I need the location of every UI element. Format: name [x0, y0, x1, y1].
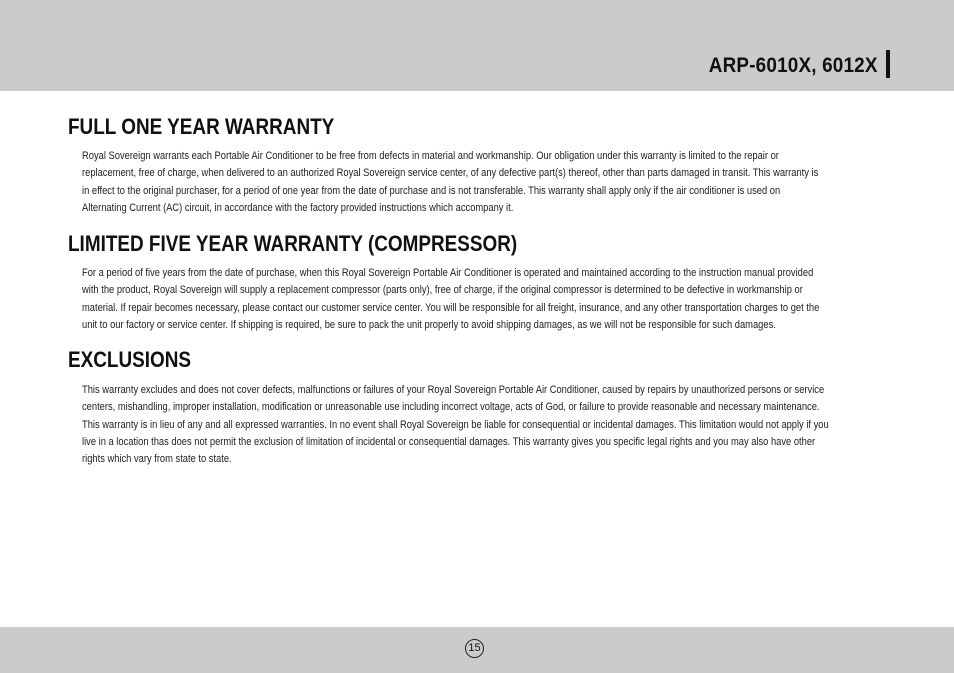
page-number: 15: [465, 639, 484, 658]
text-line: unit to our factory or service center. If shipping is required, be sure to pack the unit properly to avoid shipping damages, as we will not be responsible for such damages.: [82, 318, 776, 331]
section-body-exclusions: [82, 382, 890, 468]
model-number: ARP-6010X, 6012X: [709, 54, 878, 77]
text-line: This warranty is in lieu of any and all expressed warranties. In no event shall Royal Sovereign be liable for consequential or incidental damages. This limitation would not apply if you: [82, 418, 829, 431]
text-line: with the product, Royal Sovereign will supply a replacement compressor (parts only), free of charge, if the original compressor is determined to be defective in workmanship or: [82, 284, 803, 297]
section-title-five-year: LIMITED FIVE YEAR WARRANTY (COMPRESSOR): [68, 231, 518, 256]
text-line: replacement, free of charge, when delivered to an authorized Royal Sovereign service center, of any defective part(s) thereof, other than parts damaged in transit. This warranty is: [82, 167, 819, 180]
section-body-one-year: [82, 148, 890, 217]
text-line: Royal Sovereign warrants each Portable Air Conditioner to be free from defects in material and workmanship. Our obligation under this warranty is limited to the repair or: [82, 150, 779, 162]
section-title-exclusions: EXCLUSIONS: [68, 347, 192, 372]
header-accent-bar: [886, 50, 890, 78]
text-line: rights which vary from state to state.: [82, 453, 232, 466]
text-line: live in a location thas does not permit the exclusion of limitation of incidental or consequential damages. This warranty gives you specific legal rights and you may also have other: [82, 435, 816, 448]
section-body-five-year: [82, 265, 890, 334]
text-line: centers, mishandling, improper installation, modification or unreasonable use including incorrect voltage, acts of God, or failure to provide reasonable and necessary maintenance.: [82, 401, 820, 414]
text-line: in effect to the original purchaser, for a period of one year from the date of purchase and is not transferable. This warranty shall apply only if the air conditioner is used on: [82, 184, 781, 197]
text-line: For a period of five years from the date of purchase, when this Royal Sovereign Portable Air Conditioner is operated and maintained according to the instruction manual provided: [82, 267, 814, 279]
section-title-one-year: FULL ONE YEAR WARRANTY: [68, 114, 335, 139]
text-line: material. If repair becomes necessary, please contact our customer service center. You will be responsible for all freight, insurance, and any other transportation charges to get the: [82, 301, 820, 314]
text-line: This warranty excludes and does not cover defects, malfunctions or failures of your Royal Sovereign Portable Air Conditioner, caused by repairs by unauthorized persons or service: [82, 384, 825, 396]
text-line: Alternating Current (AC) circuit, in accordance with the factory provided instructions which accompany it.: [82, 201, 514, 214]
